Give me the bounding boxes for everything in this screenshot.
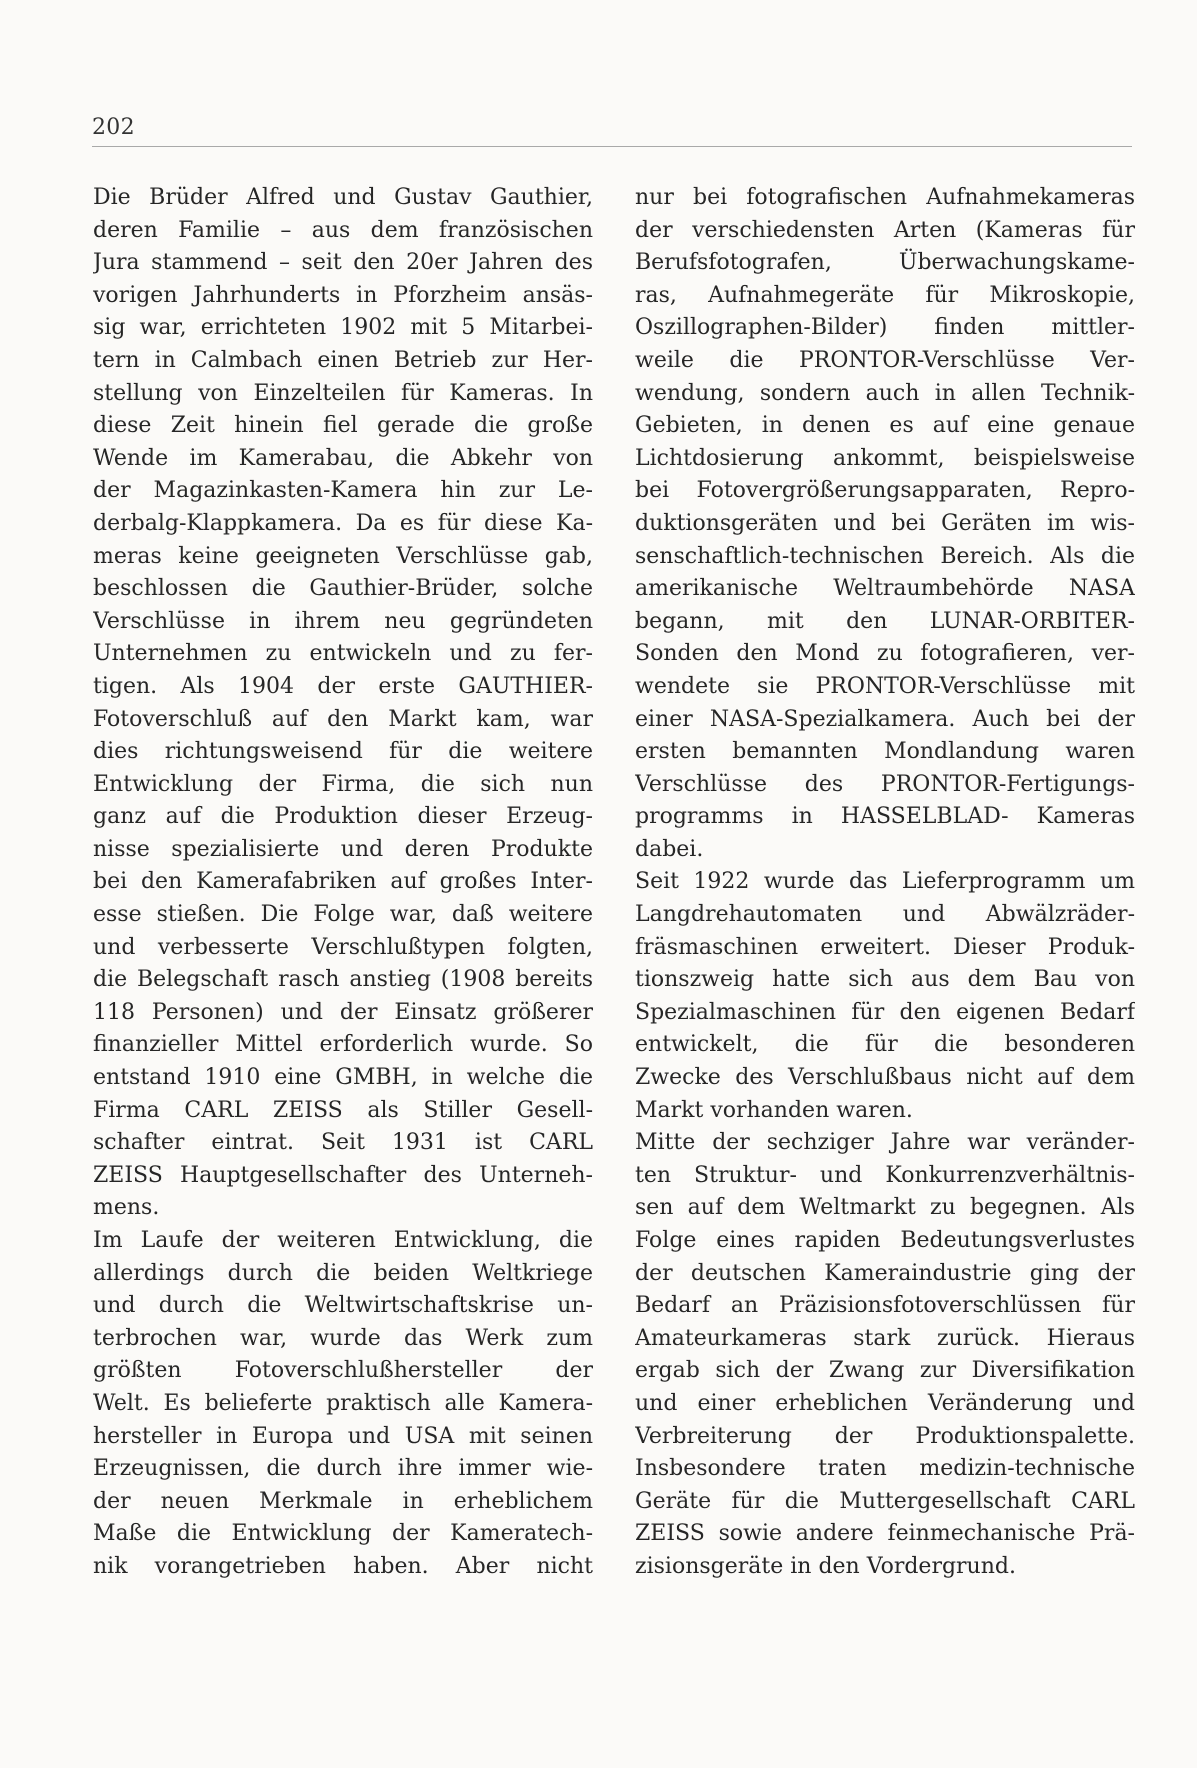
text-line: esse stießen. Die Folge war, daß weitere — [93, 902, 593, 928]
text-line: dabei. — [635, 836, 704, 862]
text-line: meras keine geeigneten Verschlüsse gab, — [93, 543, 593, 569]
text-line: programms in HASSELBLAD- Kameras — [635, 804, 1135, 830]
text-line: zisionsgeräte in den Vordergrund. — [635, 1553, 1016, 1579]
text-line: sen auf dem Weltmarkt zu begegnen. Als — [635, 1195, 1135, 1221]
text-line: der Magazinkasten-Kamera hin zur Le- — [93, 478, 593, 504]
text-line: Wende im Kamerabau, die Abkehr von — [93, 445, 593, 471]
text-line: Markt vorhanden waren. — [635, 1097, 913, 1123]
text-line: Langdrehautomaten und Abwälzräder- — [635, 902, 1135, 928]
text-line: diese Zeit hinein fiel gerade die große — [93, 413, 593, 439]
text-line: duktionsgeräten und bei Geräten im wis- — [635, 510, 1135, 536]
text-line: und durch die Weltwirtschaftskrise un- — [93, 1293, 593, 1319]
text-line: Jura stammend – seit den 20er Jahren des — [93, 250, 593, 276]
text-line: Verschlüsse des PRONTOR-Fertigungs- — [635, 771, 1135, 797]
text-line: Verbreiterung der Produktionspalette. — [635, 1423, 1135, 1449]
text-line: amerikanische Weltraumbehörde NASA — [635, 576, 1135, 602]
text-line: Oszillographen-Bilder) finden mittler- — [635, 315, 1135, 341]
text-line: tigen. Als 1904 der erste GAUTHIER- — [93, 673, 593, 699]
text-line: der neuen Merkmale in erheblichem — [93, 1488, 593, 1514]
text-line: Spezialmaschinen für den eigenen Bedarf — [635, 999, 1135, 1025]
text-line: nisse spezialisierte und deren Produkte — [93, 836, 593, 862]
text-line: wendete sie PRONTOR-Verschlüsse mit — [635, 673, 1135, 699]
text-line: Welt. Es belieferte praktisch alle Kamera- — [93, 1390, 593, 1416]
text-line: und einer erheblichen Veränderung und — [635, 1390, 1135, 1416]
text-line: Lichtdosierung ankommt, beispielsweise — [635, 445, 1135, 471]
text-line: ganz auf die Produktion dieser Erzeug- — [93, 804, 593, 830]
page-number: 202 — [92, 115, 135, 140]
text-line: tionszweig hatte sich aus dem Bau von — [635, 967, 1135, 993]
text-line: Entwicklung der Firma, die sich nun — [93, 771, 593, 797]
text-line: Amateurkameras stark zurück. Hieraus — [635, 1325, 1135, 1351]
text-line: dies richtungsweisend für die weitere — [93, 739, 593, 765]
text-line: Bedarf an Präzisionsfotoverschlüssen für — [635, 1293, 1135, 1319]
text-line: schafter eintrat. Seit 1931 ist CARL — [93, 1130, 593, 1156]
text-line: größten Fotoverschlußhersteller der — [93, 1358, 593, 1384]
text-line: 118 Personen) und der Einsatz größerer — [93, 999, 593, 1025]
text-line: ras, Aufnahmegeräte für Mikroskopie, — [635, 282, 1135, 308]
right-column — [635, 182, 1135, 1584]
text-line: beschlossen die Gauthier-Brüder, solche — [93, 576, 593, 602]
text-line: entwickelt, die für die besonderen — [635, 1032, 1135, 1058]
paragraph — [93, 1225, 593, 1584]
text-line: der deutschen Kameraindustrie ging der — [635, 1260, 1135, 1286]
text-line: weile die PRONTOR-Verschlüsse Ver- — [635, 347, 1135, 373]
text-line: Seit 1922 wurde das Lieferprogramm um — [635, 869, 1135, 895]
text-line: Unternehmen zu entwickeln und zu fer- — [93, 641, 593, 667]
text-line: ten Struktur- und Konkurrenzverhältnis- — [635, 1162, 1135, 1188]
text-line: Insbesondere traten medizin-technische — [635, 1456, 1135, 1482]
text-line: mens. — [93, 1195, 160, 1221]
text-line: der verschiedensten Arten (Kameras für — [635, 217, 1135, 243]
text-line: finanzieller Mittel erforderlich wurde. So — [93, 1032, 593, 1058]
text-line: hersteller in Europa und USA mit seinen — [93, 1423, 593, 1449]
text-line: terbrochen war, wurde das Werk zum — [93, 1325, 593, 1351]
text-line: einer NASA-Spezialkamera. Auch bei der — [635, 706, 1135, 732]
text-line: entstand 1910 eine GMBH, in welche die — [93, 1065, 593, 1091]
text-line: Im Laufe der weiteren Entwicklung, die — [93, 1228, 593, 1253]
text-line: Berufsfotografen, Überwachungskame- — [635, 250, 1135, 276]
text-line: begann, mit den LUNAR-ORBITER- — [635, 608, 1135, 634]
text-line: Zwecke des Verschlußbaus nicht auf dem — [635, 1065, 1135, 1091]
text-line: Erzeugnissen, die durch ihre immer wie- — [93, 1456, 593, 1482]
text-line: bei Fotovergrößerungsapparaten, Repro- — [635, 478, 1135, 504]
text-line: Geräte für die Muttergesellschaft CARL — [635, 1488, 1135, 1514]
paragraph — [635, 866, 1135, 1127]
text-line: fräsmaschinen erweitert. Dieser Produk- — [635, 934, 1135, 960]
text-line: Gebieten, in denen es auf eine genaue — [635, 413, 1135, 439]
text-line: die Belegschaft rasch anstieg (1908 bereits — [93, 967, 593, 993]
text-line: stellung von Einzelteilen für Kameras. In — [93, 380, 593, 406]
text-line: vorigen Jahrhunderts in Pforzheim ansäs- — [93, 282, 593, 308]
text-line: Verschlüsse in ihrem neu gegründeten — [93, 608, 593, 634]
text-line: Maße die Entwicklung der Kameratech- — [93, 1521, 593, 1547]
paragraph — [635, 1127, 1135, 1583]
left-column — [93, 182, 593, 1584]
text-line: ZEISS Hauptgesellschafter des Unterneh- — [93, 1162, 593, 1188]
text-line: wendung, sondern auch in allen Technik- — [635, 380, 1135, 406]
header-rule — [92, 146, 1132, 147]
text-line: Folge eines rapiden Bedeutungsverlustes — [635, 1228, 1135, 1253]
text-line: senschaftlich-technischen Bereich. Als die — [635, 543, 1135, 569]
text-line: tern in Calmbach einen Betrieb zur Her- — [93, 347, 593, 373]
text-line: ersten bemannten Mondlandung waren — [635, 739, 1135, 765]
text-line: deren Familie – aus dem französischen — [93, 217, 593, 243]
text-line: Fotoverschluß auf den Markt kam, war — [93, 706, 593, 732]
text-line: nur bei fotografischen Aufnahmekameras — [635, 185, 1135, 210]
text-line: ZEISS sowie andere feinmechanische Prä- — [635, 1521, 1135, 1547]
text-line: Firma CARL ZEISS als Stiller Gesell- — [93, 1097, 593, 1123]
paragraph — [93, 182, 593, 1225]
text-line: Sonden den Mond zu fotografieren, ver- — [635, 641, 1135, 667]
text-line: ergab sich der Zwang zur Diversifikation — [635, 1358, 1135, 1384]
text-line: nik vorangetrieben haben. Aber nicht — [93, 1553, 593, 1579]
text-line: Die Brüder Alfred und Gustav Gauthier, — [93, 185, 593, 210]
text-line: und verbesserte Verschlußtypen folgten, — [93, 934, 593, 960]
text-line: Mitte der sechziger Jahre war veränder- — [635, 1130, 1135, 1156]
paragraph — [635, 182, 1135, 866]
text-line: allerdings durch die beiden Weltkriege — [93, 1260, 593, 1286]
text-line: sig war, errichteten 1902 mit 5 Mitarbei- — [93, 315, 593, 341]
text-line: derbalg-Klappkamera. Da es für diese Ka- — [93, 510, 593, 536]
text-line: bei den Kamerafabriken auf großes Inter- — [93, 869, 593, 895]
